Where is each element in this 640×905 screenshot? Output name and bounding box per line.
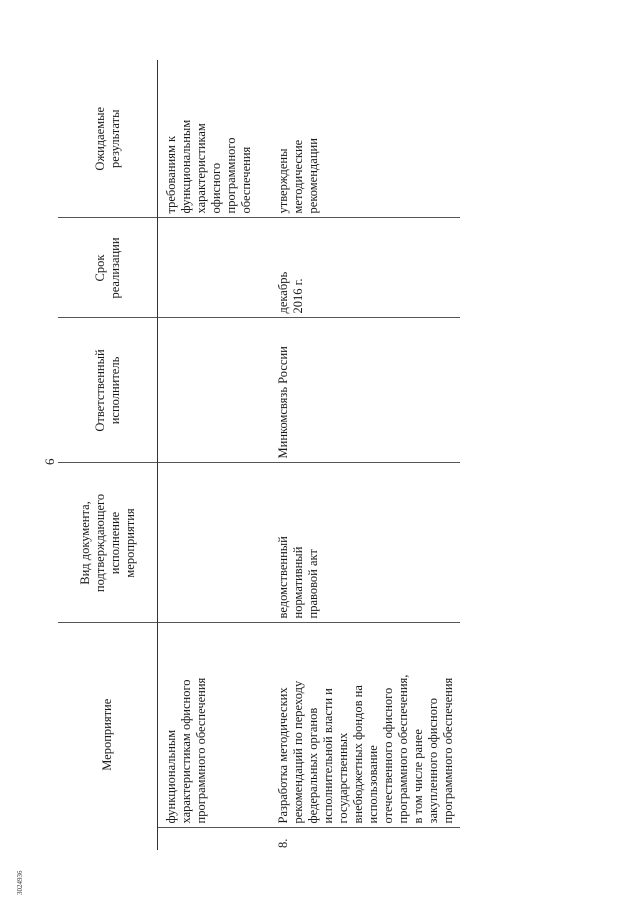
header-result: Ожидаемые результаты bbox=[58, 60, 158, 218]
page-number: 6 bbox=[42, 458, 57, 465]
row-responsible bbox=[158, 318, 271, 463]
table-row bbox=[270, 60, 460, 850]
header-event: Мероприятие bbox=[58, 623, 158, 850]
row-event: Разработка методических рекомендаций по переходу федеральных органов исполнительной власти и государственных внебюджетных фондов на использование отечественного офисного программного обеспечения, в том числе ранее закупленного офисного программного обеспечения bbox=[270, 623, 460, 828]
row-term: декабрь 2016 г. bbox=[270, 218, 460, 318]
header-term: Срок реализации bbox=[58, 218, 158, 318]
header-responsible: Ответственный исполнитель bbox=[58, 318, 158, 463]
events-table bbox=[58, 60, 460, 850]
row-result: утверждены методические рекомендации bbox=[270, 60, 460, 218]
table-header-row bbox=[58, 60, 158, 850]
row-doc-type bbox=[158, 463, 271, 623]
row-number bbox=[158, 828, 271, 850]
row-term bbox=[158, 218, 271, 318]
row-number: 8. bbox=[276, 838, 290, 848]
header-doc-type: Вид документа, подтверждающего исполнение мероприятия bbox=[58, 463, 158, 623]
document-code: 3024936 bbox=[16, 870, 24, 895]
row-responsible: Минкомсвязь России bbox=[270, 318, 460, 463]
table-row bbox=[158, 60, 271, 850]
row-doc-type: ведомственный нормативный правовой акт bbox=[270, 463, 460, 623]
row-result: требованиям к функциональным характеристикам офисного программного обеспечения bbox=[158, 60, 271, 218]
row-event: функциональным характеристикам офисного программного обеспечения bbox=[158, 623, 271, 828]
